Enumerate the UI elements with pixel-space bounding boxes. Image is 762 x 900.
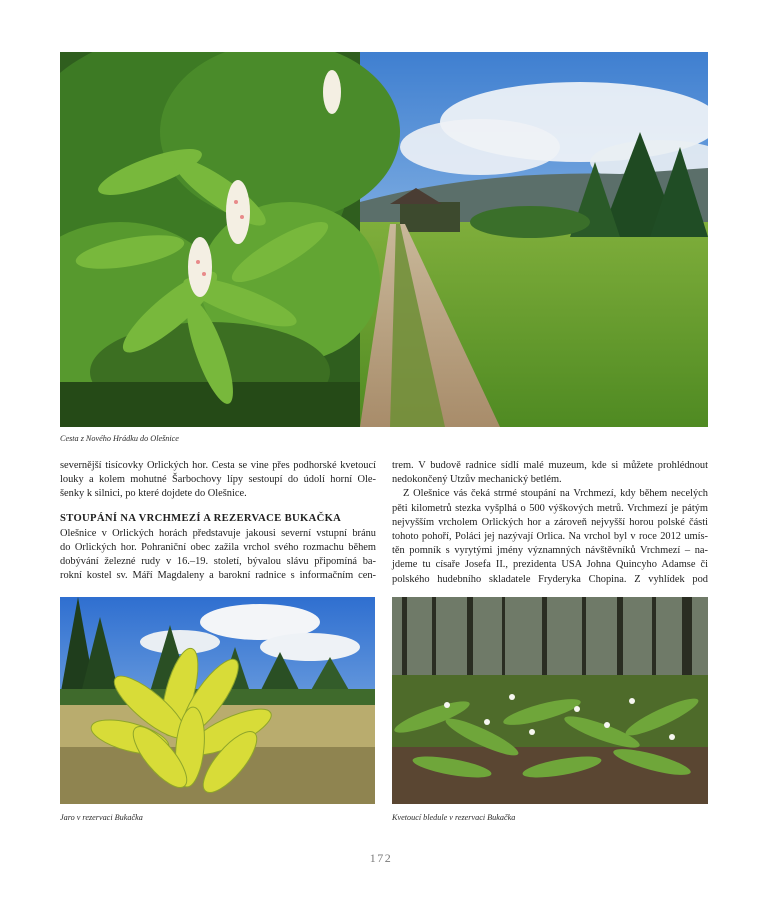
text-column-left xyxy=(60,459,376,584)
photo-caption: Kvetoucí bledule v rezervaci Bukačka xyxy=(392,813,516,822)
photo-snowflakes-forest xyxy=(392,597,708,804)
photo-chestnut-road xyxy=(60,52,708,427)
text-line: šenky k silnici, po které dojdete do Olešnice. xyxy=(60,488,247,500)
text-line: Z Olešnice vás čeká strmé stoupání na Vrchmezí, kdy během necelých xyxy=(403,488,708,500)
text-column-right xyxy=(392,459,708,587)
page-number: 172 xyxy=(369,851,393,865)
text-line: rokní kostel sv. Máří Magdaleny a barokní radnice s informačním cen- xyxy=(60,570,376,582)
section-heading: STOUPÁNÍ NA VRCHMEZÍ A REZERVACE BUKAČKA xyxy=(60,512,342,524)
photo-caption: Cesta z Nového Hrádku do Olešnice xyxy=(60,434,179,443)
photo-caption: Jaro v rezervaci Bukačka xyxy=(60,813,143,822)
photo-spring-meadow xyxy=(60,597,375,804)
text-line: nejvyšším vrcholem Orlických hor a zároveň nejvyšší horou polské části xyxy=(392,516,708,528)
text-line: louky a kolem mohutné Šarbochovy lípy sestoupí do údolí horní Ole- xyxy=(60,474,376,486)
text-line: Olešnice v Orlických horách představuje jakousi severní vstupní bránu xyxy=(60,527,376,539)
text-line: nedokončený Utzův mechanický betlém. xyxy=(392,474,562,486)
text-line: dobývání železné rudy v 16.–19. století, bývalou slávu připomíná ba- xyxy=(60,556,376,568)
text-line: jdeme tu císaře Josefa II., prezidenta USA Johna Quincyho Adamse či xyxy=(392,559,708,571)
text-line: těn pomník s vyrytými jmény významných návštěvníků Vrchmezí – na- xyxy=(392,545,708,557)
text-line: do Orlických hor. Pohraniční obec zažila vrchol svého rozmachu během xyxy=(60,542,376,554)
text-line: tohoto pohoří, Poláci jej nazývají Orlica. Na vrchol byl v roce 2012 umís- xyxy=(392,531,708,543)
text-line: trem. V budově radnice sídlí malé muzeum, kde si můžete prohlédnout xyxy=(392,460,708,471)
text-line: pěti kilometrů stezka vyšplhá o 500 výškových metrů. Vrchmezí je pátým xyxy=(392,502,708,514)
text-line: polského hudebního skladatele Fryderyka Chopina. Z vyhlídek pod xyxy=(392,573,708,585)
text-line: severnější tisícovky Orlických hor. Cesta se vine přes podhorské kvetoucí xyxy=(60,460,376,471)
